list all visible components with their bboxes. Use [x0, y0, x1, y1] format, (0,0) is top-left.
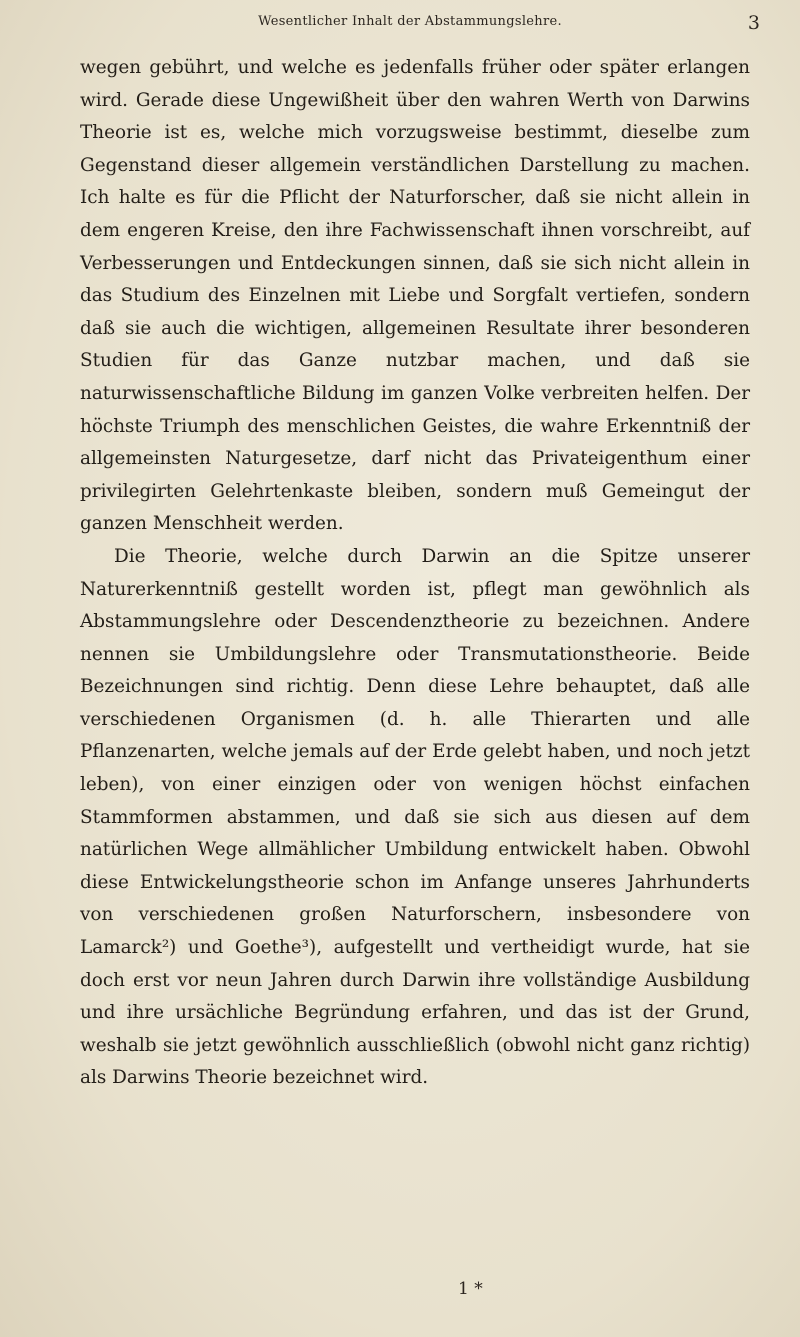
paragraph-2: Die Theorie, welche durch Darwin an die Spitze unserer Naturerkenntniß gestellt worden ist, pflegt man gewöhnlich als Abstammungslehre oder Descendenztheorie zu bezeichnen. Andere nennen sie Umbildungslehre oder Transmutationstheorie. Beide Bezeichnungen sind richtig. Denn diese Lehre behauptet, daß alle verschiedenen Organismen (d. h. alle Thierarten und alle Pflanzenarten, welche jemals auf der Erde gelebt haben, und noch jetzt leben), von einer einzigen oder von wenigen höchst einfachen Stammformen abstammen, und daß sie sich aus diesen auf dem natürlichen Wege allmählicher Umbildung entwickelt haben. Obwohl diese Entwickelungstheorie schon im Anfange unseres Jahrhunderts von verschiedenen großen Naturforschern, insbesondere von Lamarck²) und Goethe³), aufgestellt und vertheidigt wurde, hat sie doch erst vor neun Jahren durch Darwin ihre vollständige Ausbildung und ihre ursächliche Begründung erfahren, und das ist der Grund, weshalb sie jetzt gewöhnlich ausschließlich (obwohl nicht ganz richtig) als Darwins Theorie bezeichnet wird. [80, 545, 750, 1089]
signature-mark: 1 * [458, 1279, 483, 1299]
paragraph-1: wegen gebührt, und welche es jedenfalls früher oder später erlangen wird. Gerade diese Ungewißheit über den wahren Werth von Darwins Theorie ist es, welche mich vorzugsweise bestimmt, dieselbe zum Gegenstand dieser allgemein verständlichen Darstellung zu machen. Ich halte es für die Pflicht der Naturforscher, daß sie nicht allein in dem engeren Kreise, den ihre Fachwissenschaft ihnen vorschreibt, auf Verbesserungen und Entdeckungen sinnen, daß sie sich nicht allein in das Studium des Einzelnen mit Liebe und Sorgfalt vertiefen, sondern daß sie auch die wichtigen, allgemeinen Resultate ihrer besonderen Studien für das Ganze nutzbar machen, und daß sie naturwissenschaftliche Bildung im ganzen Volke verbreiten helfen. Der höchste Triumph des menschlichen Geistes, die wahre Erkenntniß der allgemeinsten Naturgesetze, darf nicht das Privateigenthum einer privilegirten Gelehrtenkaste bleiben, sondern muß Gemeingut der ganzen Menschheit werden. [80, 57, 750, 535]
running-head: Wesentlicher Inhalt der Abstammungslehre. [258, 14, 562, 29]
page-number: 3 [747, 12, 760, 34]
page-header [60, 14, 760, 38]
body-text [80, 52, 750, 1095]
